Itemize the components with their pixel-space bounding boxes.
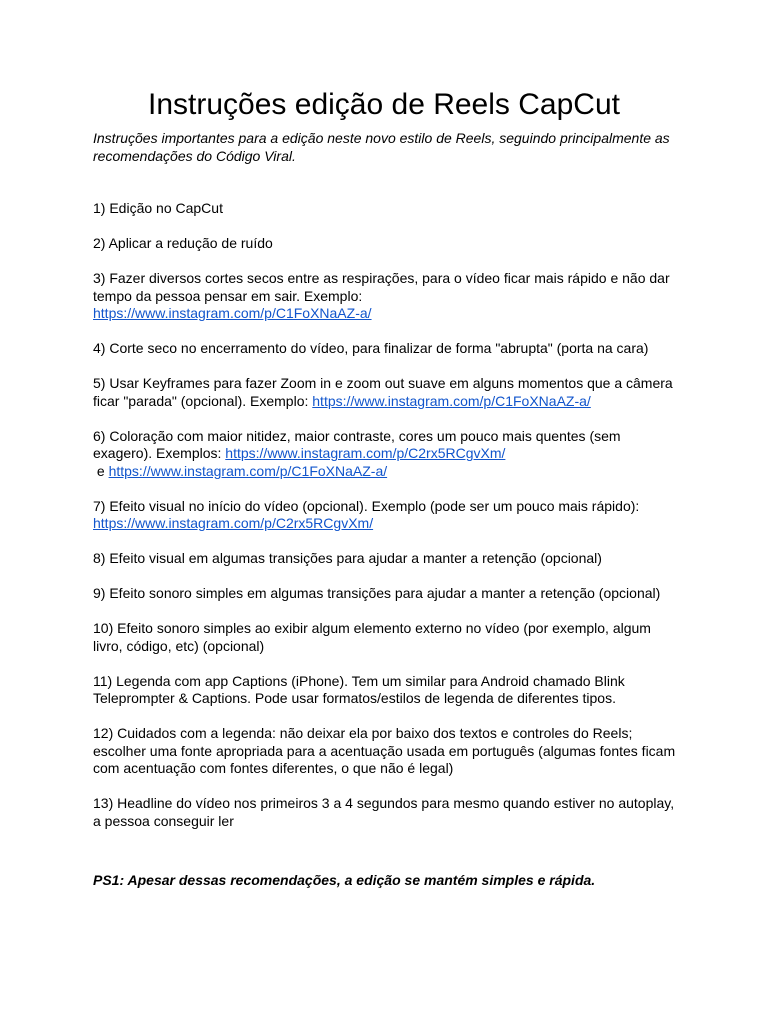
step-8-text: 8) Efeito visual em algumas transições para ajudar a manter a retenção (opcional) [93,550,602,566]
step-2-text: 2) Aplicar a redução de ruído [93,235,273,251]
step-7-text: 7) Efeito visual no início do vídeo (opcional). Exemplo (pode ser um pouco mais rápido): [93,497,640,514]
step-13-text: 13) Headline do vídeo nos primeiros 3 a 4 segundos para mesmo quando estiver no autoplay, a pessoa conseguir ler [93,795,675,829]
step-3-text: 3) Fazer diversos cortes secos entre as respirações, para o vídeo ficar mais rápido e não dar tempo da pessoa pensar em sair. Exemplo: [93,270,670,304]
step-1 [93,200,683,218]
step-4-text: 4) Corte seco no encerramento do vídeo, para finalizar de forma "abrupta" (porta na cara) [93,340,649,356]
document-title: Instruções edição de Reels CapCut [148,88,620,121]
step-5-text: 5) Usar Keyframes para fazer Zoom in e zoom out suave em alguns momentos que a câmera ficar "parada" (opcional). Exemplo: [93,375,673,409]
step-5 [93,375,683,410]
step-6-text: 6) Coloração com maior nitidez, maior contraste, cores um pouco mais quentes (sem exagero). Exemplos: [93,427,621,461]
document-subtitle: Instruções importantes para a edição neste novo estilo de Reels, seguindo principalmente as recomendações do Código Viral. [93,130,670,164]
step-12 [93,725,683,778]
step-10 [93,620,683,655]
step-6-example-link-1[interactable]: https://www.instagram.com/p/C2rx5RCgvXm/ [225,445,506,461]
step-11-text: 11) Legenda com app Captions (iPhone). Tem um similar para Android chamado Blink Teleprompter & Captions. Pode usar formatos/estilos de legenda de diferentes tipos. [93,672,625,706]
step-6-example-link-2[interactable]: https://www.instagram.com/p/C1FoXNaAZ-a/ [108,462,388,479]
step-10-text: 10) Efeito sonoro simples ao exibir algum elemento externo no vídeo (por exemplo, algum livro, código, etc) (opcional) [93,620,651,654]
step-2 [93,235,683,253]
step-9-text: 9) Efeito sonoro simples em algumas transições para ajudar a manter a retenção (opcional) [93,585,661,601]
step-11 [93,673,683,708]
step-7-example-link[interactable]: https://www.instagram.com/p/C2rx5RCgvXm/ [93,515,374,531]
step-8 [93,550,683,568]
step-13 [93,795,683,830]
step-5-example-link[interactable]: https://www.instagram.com/p/C1FoXNaAZ-a/ [312,392,591,409]
step-3 [93,270,683,323]
step-12-text: 12) Cuidados com a legenda: não deixar ela por baixo dos textos e controles do Reels; escolher uma fonte apropriada para a acentuação usada em português (algumas fontes ficam com acentuação com fontes diferentes, o que não é legal) [93,725,676,776]
step-9 [93,585,683,603]
step-6 [93,428,683,481]
steps-list [93,200,683,848]
step-1-text: 1) Edição no CapCut [93,200,223,216]
step-4 [93,340,683,358]
step-6-joiner: e [93,462,109,479]
step-7 [93,498,683,533]
step-3-example-link[interactable]: https://www.instagram.com/p/C1FoXNaAZ-a/ [93,305,372,321]
ps-note: PS1: Apesar dessas recomendações, a edição se mantém simples e rápida. [93,872,596,888]
